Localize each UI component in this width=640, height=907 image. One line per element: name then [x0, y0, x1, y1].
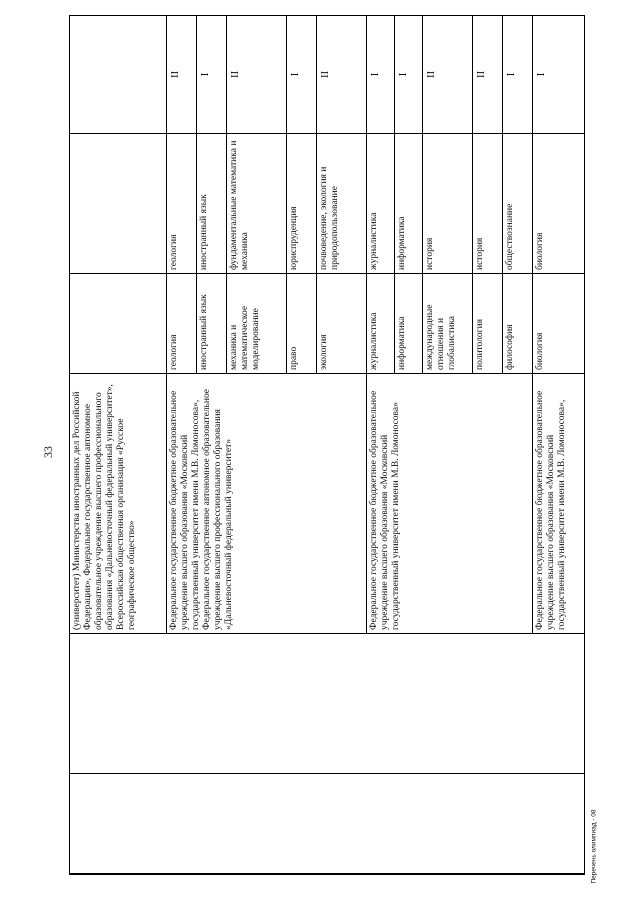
subject-cell: юриспруденция: [286, 134, 316, 273]
level-cell: I: [502, 16, 532, 133]
olympiad-table: [69, 15, 585, 875]
subject-cell: иностранный язык: [196, 134, 226, 273]
subject-cell: фундаментальные математика и механика: [226, 134, 286, 273]
col-olympiad-name: [70, 873, 584, 874]
subject-cell: обществознание: [502, 134, 532, 273]
organizer-cell: Федеральное государственное бюджетное образовательное учреждение высшего образования «Московский государственный университет имени М.В. Ломоносова», Федеральное государственное автономное образовательное учреждение высшего профессионального образования «Дальневосточный федеральный университет»: [166, 374, 366, 633]
subject-cell: информатика: [394, 134, 422, 273]
level-cell: II: [316, 16, 366, 133]
subject-cell: биология: [532, 134, 586, 273]
subject-cell: почвоведение, экология и природопользование: [316, 134, 366, 273]
subject-cell: история: [422, 134, 472, 273]
organizer-cell: Федеральное государственное бюджетное образовательное учреждение высшего образования «Московский государственный университет имени М.В. Ломоносова»,: [532, 374, 586, 633]
profile-cell: иностранный язык: [196, 274, 226, 373]
organizer-cell: Федеральное государственное бюджетное образовательное учреждение высшего образования «Московский государственный университет имени М.В. Ломоносова»: [366, 374, 532, 633]
col-level: [70, 16, 584, 134]
subject-cell: журналистика: [366, 134, 394, 273]
footer-note: Перечень олимпиад - 08: [590, 809, 598, 884]
profile-cell: механика и математическое моделирование: [226, 274, 286, 373]
subject-cell: геология: [166, 134, 196, 273]
col-profile: [70, 274, 584, 374]
profile-cell: биология: [532, 274, 586, 373]
col-number: [70, 774, 584, 874]
level-cell: I: [394, 16, 422, 133]
page-number: 33: [41, 446, 55, 458]
profile-cell: журналистика: [366, 274, 394, 373]
profile-cell: политология: [472, 274, 502, 373]
level-cell: II: [226, 16, 286, 133]
level-cell: II: [166, 16, 196, 133]
col-subject: [70, 134, 584, 274]
col-olympiad-name-area: [70, 634, 584, 774]
level-cell: I: [196, 16, 226, 133]
level-cell: II: [472, 16, 502, 133]
profile-cell: экология: [316, 274, 366, 373]
profile-cell: международные отношения и глобалистика: [422, 274, 472, 373]
organizer-cell: (университет) Министерства иностранных дел Российской Федерации», Федеральное государственное автономное образовательное учреждение высшего профессионального образования «Дальневосточный федеральный университет», Всероссийская общественная организация «Русское географическое общество»: [72, 384, 137, 630]
subject-cell: история: [472, 134, 502, 273]
col-organizers: [70, 374, 584, 634]
level-cell: I: [532, 16, 586, 133]
profile-cell: философия: [502, 274, 532, 373]
profile-cell: информатика: [394, 274, 422, 373]
level-cell: I: [366, 16, 394, 133]
profile-cell: право: [286, 274, 316, 373]
level-cell: I: [286, 16, 316, 133]
profile-cell: геология: [166, 274, 196, 373]
level-cell: II: [422, 16, 472, 133]
